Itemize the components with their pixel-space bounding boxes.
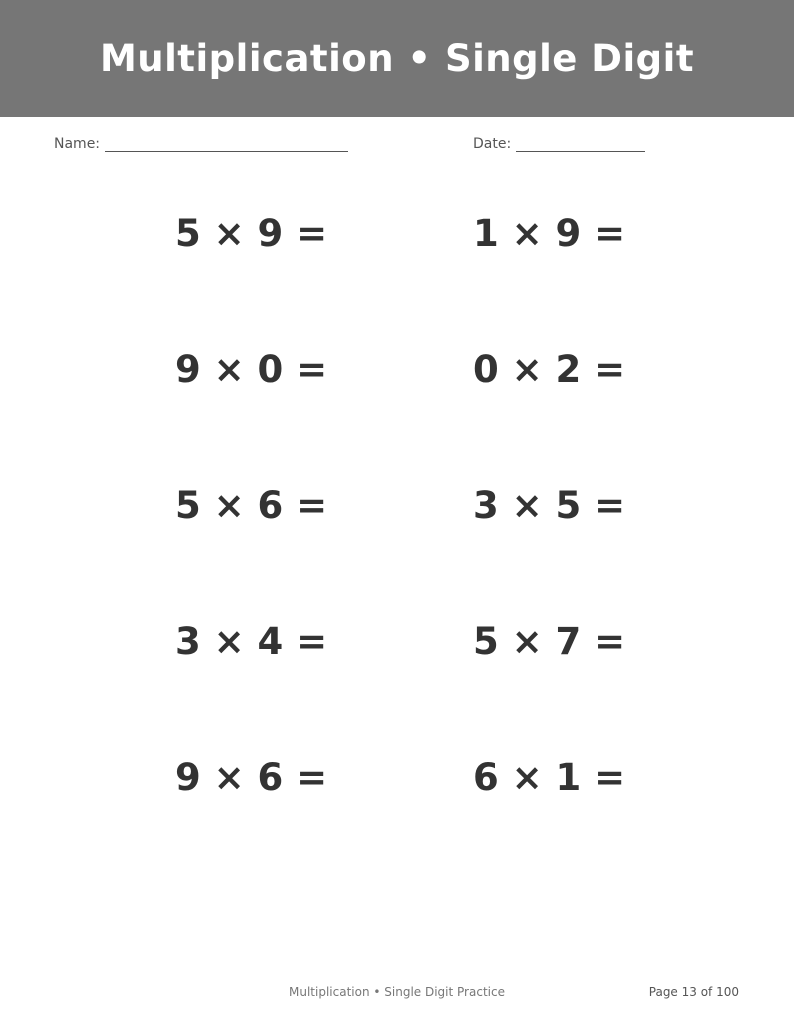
date-line xyxy=(516,136,645,152)
problem-10 xyxy=(473,750,625,800)
problem-expression: 1 × 9 = xyxy=(473,212,626,255)
problem-7 xyxy=(175,614,327,664)
page-number: Page 13 of 100 xyxy=(648,985,739,999)
problem-2 xyxy=(473,206,625,256)
worksheet-title: Multiplication • Single Digit xyxy=(99,37,695,80)
problem-expression: 6 × 1 = xyxy=(473,756,626,799)
problem-3 xyxy=(175,342,327,392)
footer-caption: Multiplication • Single Digit Practice xyxy=(289,985,505,999)
name-label: Name: xyxy=(54,136,101,152)
problem-expression: 5 × 9 = xyxy=(175,212,328,255)
problem-1 xyxy=(175,206,327,256)
name-field xyxy=(54,136,348,152)
problem-expression: 5 × 6 = xyxy=(175,484,328,527)
problem-8 xyxy=(473,614,625,664)
problem-4 xyxy=(473,342,625,392)
worksheet-header xyxy=(0,0,794,117)
problem-expression: 9 × 6 = xyxy=(175,756,328,799)
problem-expression: 9 × 0 = xyxy=(175,348,328,391)
problem-expression: 3 × 5 = xyxy=(473,484,626,527)
problem-6 xyxy=(473,478,625,528)
date-field xyxy=(473,136,645,152)
problem-expression: 5 × 7 = xyxy=(473,620,626,663)
name-line xyxy=(105,136,348,152)
problem-expression: 3 × 4 = xyxy=(175,620,328,663)
date-label: Date: xyxy=(473,136,512,152)
problem-9 xyxy=(175,750,327,800)
problem-5 xyxy=(175,478,327,528)
problem-expression: 0 × 2 = xyxy=(473,348,626,391)
